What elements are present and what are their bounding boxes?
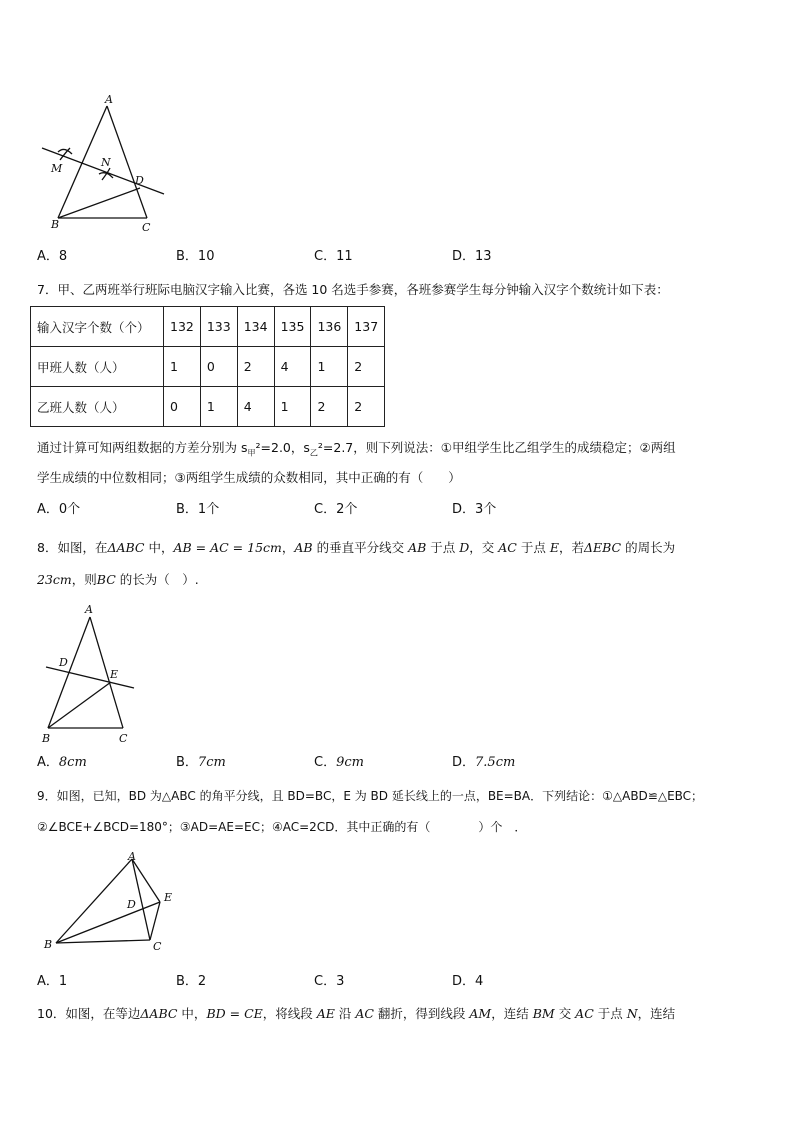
q7-table [30, 306, 385, 427]
table-cell: 1 [164, 347, 201, 387]
q8-math: BC [96, 572, 116, 587]
q10-text: 中， [177, 1006, 207, 1021]
q7-option-c[interactable]: C．2个 [314, 502, 358, 517]
q6-segment-bd [58, 188, 140, 218]
q10-math: ΔABC [140, 1006, 178, 1021]
q7-text-line2: 学生成绩的中位数相同；③两组学生成绩的众数相同，其中正确的有（ ） [37, 470, 461, 485]
q7-option-b[interactable]: B．1个 [176, 502, 220, 517]
q9-side-ab [56, 859, 132, 943]
q8-stem-line2 [37, 570, 199, 590]
q7-text-a: 通过计算可知两组数据的方差分别为 s [37, 440, 248, 455]
table-row [31, 307, 385, 347]
q8-text: ，交 [469, 540, 499, 555]
q6-option-b[interactable]: B．10 [176, 249, 215, 264]
q8-text: 于点 [516, 540, 550, 555]
q9-label-d: D [127, 898, 136, 911]
table-cell: 甲班人数（人） [31, 347, 164, 387]
q8-text: 的长为（ ）. [115, 572, 199, 587]
table-row [31, 387, 385, 427]
table-cell: 1 [274, 387, 311, 427]
q8-bisector-line [46, 667, 134, 688]
q8-label-d: D [59, 656, 68, 669]
table-cell: 133 [200, 307, 237, 347]
q8-label-e: E [110, 668, 119, 681]
table-cell: 0 [164, 387, 201, 427]
q6-side-ac [107, 106, 147, 218]
q7-option-d[interactable]: D．3个 [452, 502, 497, 517]
q8-label-a: A [85, 603, 93, 616]
q7-text-b: ²=2.0，s [255, 440, 310, 455]
q8-text: 8．如图，在 [37, 540, 108, 555]
q8-math: ΔABC [107, 540, 145, 555]
q7-sub-jia: 甲 [247, 448, 256, 458]
q9-segment-be [56, 902, 160, 943]
q6-label-b: B [51, 218, 60, 231]
q6-option-c[interactable]: C．11 [314, 249, 353, 264]
q8-option-b[interactable]: B．7cm [176, 755, 226, 770]
q10-math: N [626, 1006, 638, 1021]
q8-option-c[interactable]: C．9cm [314, 755, 364, 770]
table-cell: 2 [348, 387, 385, 427]
q10-text: 交 [554, 1006, 576, 1021]
q10-text: 于点 [593, 1006, 627, 1021]
table-cell: 1 [311, 347, 348, 387]
table-cell: 134 [237, 307, 274, 347]
q8-label-b: B [42, 732, 51, 745]
q6-label-d: D [135, 174, 144, 187]
q8-math: E [549, 540, 559, 555]
q9-option-c[interactable]: C．3 [314, 974, 345, 989]
table-cell: 2 [237, 347, 274, 387]
table-cell: 乙班人数（人） [31, 387, 164, 427]
q8-text: 中， [144, 540, 174, 555]
q8-math: AB [408, 540, 427, 555]
table-cell: 1 [200, 387, 237, 427]
q6-option-a[interactable]: A．8 [37, 249, 68, 264]
q9-stem-line2: ②∠BCE+∠BCD=180°；③AD=AE=EC；④AC=2CD．其中正确的有（ ）个 ． [37, 820, 527, 834]
q9-option-a[interactable]: A．1 [37, 974, 68, 989]
q10-text: 沿 [334, 1006, 356, 1021]
q9-option-b[interactable]: B．2 [176, 974, 207, 989]
q9-side-bc [56, 940, 150, 943]
q10-text: 翻折，得到线段 [373, 1006, 470, 1021]
q8-math: AC [498, 540, 517, 555]
q8-math: D [459, 540, 470, 555]
q10-text: ，连结 [637, 1006, 676, 1021]
q8-stem-line1 [37, 538, 675, 558]
q6-label-m: M [51, 162, 63, 175]
q8-label-c: C [119, 732, 128, 745]
q8-text: ，则 [71, 572, 97, 587]
q9-segment-ce [150, 902, 160, 940]
q7-stem: 7．甲、乙两班举行班际电脑汉字输入比赛，各选 10 名选手参赛，各班参赛学生每分钟输入汉字个数统计如下表： [37, 282, 669, 297]
q10-math: BD = CE [206, 1006, 263, 1021]
q9-label-a: A [128, 850, 136, 863]
table-cell: 2 [348, 347, 385, 387]
table-cell: 4 [237, 387, 274, 427]
table-cell: 0 [200, 347, 237, 387]
q8-text: ， [281, 540, 295, 555]
q10-text: ，将线段 [262, 1006, 317, 1021]
q8-option-d[interactable]: D．7.5cm [452, 755, 516, 770]
q10-text: ，连结 [491, 1006, 533, 1021]
q9-label-b: B [44, 938, 53, 951]
q9-stem-line1: 9．如图，已知，BD 为△ABC 的角平分线，且 BD=BC，E 为 BD 延长线上的一点，BE=BA．下列结论：①△ABD≌△EBC； [37, 789, 704, 803]
q7-text-c: ²=2.7，则下列说法：①甲组学生比乙组学生的成绩稳定；②两组 [317, 440, 676, 455]
q8-side-ac [90, 617, 123, 728]
q8-math: AB = AC = 15cm [173, 540, 282, 555]
q8-text: ，若 [558, 540, 584, 555]
table-cell: 4 [274, 347, 311, 387]
q9-figure [36, 847, 186, 959]
q6-figure [36, 92, 166, 237]
q8-option-a[interactable]: A．8cm [37, 755, 87, 770]
table-cell: 136 [311, 307, 348, 347]
q10-math: AC [355, 1006, 374, 1021]
q10-math: AC [575, 1006, 594, 1021]
q8-math: 23cm [37, 572, 72, 587]
q6-label-a: A [105, 93, 113, 106]
q7-option-a[interactable]: A．0个 [37, 502, 81, 517]
q10-text: 10．如图，在等边 [37, 1006, 141, 1021]
q10-math: AE [316, 1006, 335, 1021]
table-row [31, 347, 385, 387]
q10-stem [37, 1004, 675, 1024]
q8-text: 于点 [426, 540, 460, 555]
q8-text: 的垂直平分线交 [312, 540, 409, 555]
q8-segment-be [48, 682, 111, 728]
table-cell: 输入汉字个数（个） [31, 307, 164, 347]
q10-math: BM [532, 1006, 555, 1021]
q10-math: AM [469, 1006, 492, 1021]
table-cell: 137 [348, 307, 385, 347]
q9-label-e: E [164, 891, 173, 904]
q8-math: ΔEBC [583, 540, 622, 555]
q8-math: AB [294, 540, 313, 555]
table-cell: 135 [274, 307, 311, 347]
q6-label-n: N [101, 156, 111, 169]
q8-text: 的周长为 [621, 540, 676, 555]
table-cell: 132 [164, 307, 201, 347]
table-cell: 2 [311, 387, 348, 427]
q6-option-d[interactable]: D．13 [452, 249, 492, 264]
q9-option-d[interactable]: D．4 [452, 974, 484, 989]
q8-figure [36, 600, 146, 750]
q6-label-c: C [142, 221, 151, 234]
q9-label-c: C [153, 940, 162, 953]
q7-sub-yi: 乙 [309, 448, 318, 458]
q6-side-ab [58, 106, 107, 218]
q7-text-line1 [37, 438, 676, 464]
